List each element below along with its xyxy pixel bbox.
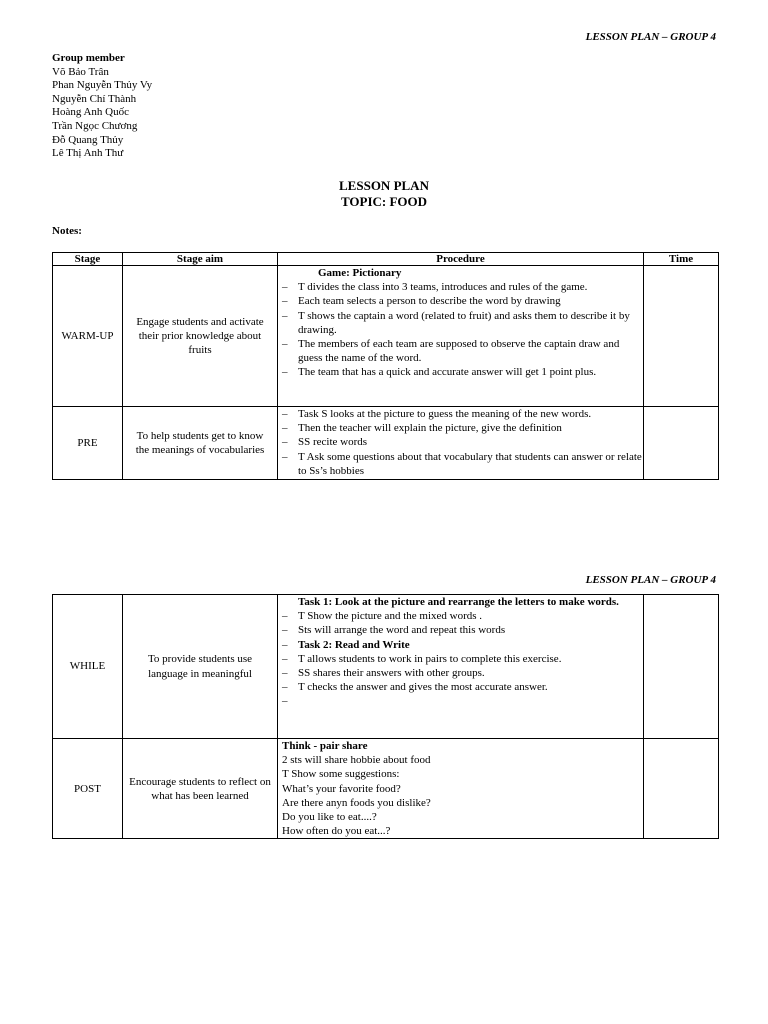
table-row-pre — [53, 407, 719, 480]
procedure-item: – T Ask some questions about that vocabulary that students can answer or relate to Ss’s hobbies — [278, 450, 643, 478]
lesson-table-page2 — [52, 594, 719, 839]
procedure-item: – Sts will arrange the word and repeat this words — [278, 623, 643, 637]
member-name: Phan Nguyễn Thủy Vy — [52, 79, 153, 92]
time-cell — [644, 407, 719, 480]
procedure-cell — [278, 407, 644, 480]
member-name: Trần Ngọc Chương — [52, 119, 138, 132]
procedure-item: – T Show the picture and the mixed words . — [278, 609, 643, 623]
time-cell — [644, 266, 719, 407]
procedure-line: Do you like to eat....? — [282, 811, 377, 824]
procedure-cell — [278, 595, 644, 739]
task1-title: Task 1: Look at the picture and rearrange the letters to make words. — [298, 596, 619, 608]
post-title: Think - pair share — [282, 740, 368, 752]
page-header-2: LESSON PLAN – GROUP 4 — [585, 574, 716, 586]
table-header-row — [53, 253, 719, 266]
table-row-warmup — [53, 266, 719, 407]
procedure-line: T Show some suggestions: — [282, 768, 400, 781]
member-name: Võ Bảo Trân — [52, 65, 109, 78]
group-member-label: Group member — [52, 52, 125, 64]
notes-label: Notes: — [52, 225, 82, 237]
member-name: Nguyễn Chí Thành — [52, 92, 137, 105]
procedure-cell — [278, 739, 644, 839]
procedure-item: – Then the teacher will explain the picture, give the definition — [278, 421, 643, 435]
stage-cell: WARM-UP — [53, 266, 123, 407]
time-cell — [644, 739, 719, 839]
procedure-item: – T divides the class into 3 teams, introduces and rules of the game. — [278, 280, 643, 294]
procedure-item: – Each team selects a person to describe the word by drawing — [278, 294, 643, 308]
procedure-line: How often do you eat...? — [282, 825, 391, 838]
header-procedure: Procedure — [278, 253, 644, 266]
procedure-item: – T checks the answer and gives the most accurate answer. — [278, 680, 643, 694]
header-time: Time — [644, 253, 719, 266]
stage-aim-cell: Engage students and activate their prior knowledge about fruits — [123, 266, 278, 407]
member-name: Hoàng Anh Quốc — [52, 106, 129, 119]
table-row-while — [53, 595, 719, 739]
time-cell — [644, 595, 719, 739]
page-header: LESSON PLAN – GROUP 4 — [585, 31, 716, 43]
procedure-item: – SS recite words — [278, 435, 643, 449]
member-name: Lê Thị Anh Thư — [52, 147, 124, 160]
task2-title: Task 2: Read and Write — [298, 638, 410, 651]
procedure-line: Are there anyn foods you dislike? — [282, 796, 431, 809]
stage-cell: PRE — [53, 407, 123, 480]
procedure-item: – Task S looks at the picture to guess the meaning of the new words. — [278, 407, 643, 421]
document-title: LESSON PLAN — [339, 178, 429, 193]
procedure-cell — [278, 266, 644, 407]
lesson-table-page1 — [52, 252, 719, 480]
stage-aim-cell: Encourage students to reflect on what has been learned — [123, 739, 278, 839]
stage-aim-cell: To help students get to know the meanings of vocabularies — [123, 407, 278, 480]
header-stage-aim: Stage aim — [123, 253, 278, 266]
stage-cell: WHILE — [53, 595, 123, 739]
header-stage: Stage — [53, 253, 123, 266]
document-topic: TOPIC: FOOD — [340, 194, 428, 209]
procedure-title: Game: Pictionary — [318, 267, 402, 279]
stage-cell: POST — [53, 739, 123, 839]
group-members — [52, 52, 152, 161]
stage-aim-cell: To provide students use language in meaningful — [123, 595, 278, 739]
member-name: Đỗ Quang Thủy — [52, 133, 124, 146]
procedure-item: – The members of each team are supposed to observe the captain draw and guess the name of the word. — [278, 337, 643, 365]
procedure-item: – T shows the captain a word (related to fruit) and asks them to describe it by drawing. — [278, 309, 643, 337]
procedure-line: What’s your favorite food? — [282, 782, 401, 795]
procedure-item: – The team that has a quick and accurate answer will get 1 point plus. — [278, 365, 643, 379]
procedure-item: – T allows students to work in pairs to complete this exercise. — [278, 652, 643, 666]
procedure-line: 2 sts will share hobbie about food — [282, 754, 431, 767]
procedure-item: – SS shares their answers with other groups. — [278, 666, 643, 680]
table-row-post — [53, 739, 719, 839]
